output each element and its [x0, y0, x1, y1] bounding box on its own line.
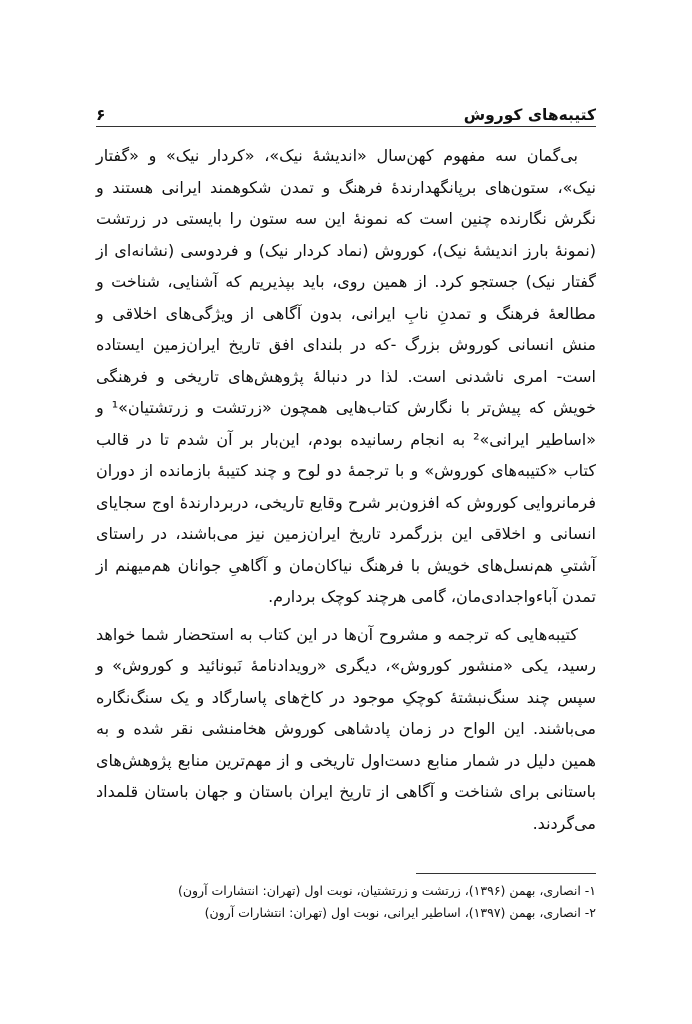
header-divider [96, 126, 596, 127]
footnote: ۱- انصاری، بهمن (۱۳۹۶)، زرتشت و زرتشتیان، نوبت اول (تهران: انتشارات آرون) [177, 883, 596, 898]
running-title: کتیبه‌های کوروش [463, 106, 596, 124]
footnotes [96, 880, 596, 924]
footnote-divider [416, 873, 596, 874]
paragraph: بی‌گمان سه مفهوم کهن‌سال «اندیشهٔ نیک»، «کردار نیک» و «گفتار نیک»، ستون‌های برپانگهدارندهٔ فرهنگ و تمدن شکوهمند ایرانی هستند و نگرش نگارنده چنین است که نمونهٔ این سه ستون را بایستی در زرتشت (نمونهٔ بارز اندیشهٔ نیک)، کوروش (نماد کردار نیک) و فردوسی (نشانه‌ای از گفتار نیک) جستجو کرد. از همین روی، باید بپذیریم که آشنایی، شناخت و مطالعهٔ فرهنگ و تمدنِ نابِ ایرانی، بدون آگاهی از ویژگی‌های اخلاقی و منش انسانی کوروش بزرگ -که در بلندای افق تاریخ ایران‌زمین ایستاده است- امری ناشدنی است. لذا در دنبالهٔ پژوهش‌های تاریخی و فرهنگی خویش که پیش‌تر با نگارش کتاب‌هایی همچون «زرتشت و زرتشتیان»¹ و «اساطیر ایرانی»² به انجام رسانیده بودم، این‌بار بر آن شدم تا در قالب کتاب «کتیبه‌های کوروش» و با ترجمهٔ دو لوح و چند کتیبهٔ بازمانده از دوران فرمانروایی کوروش که افزون‌بر شرح وقایع تاریخی، دربردارندهٔ اوج سجایای انسانی و اخلاقی این بزرگمرد تاریخ ایران‌زمین نیز می‌باشند، در راستای آشتیِ هم‌نسل‌های خویش با فرهنگ نیاکان‌مان و آگاهیِ جوانان هم‌میهنم از تمدن آباء‌واجدادی‌مان، گامی هرچند کوچک بردارم. [96, 146, 596, 606]
running-header [96, 94, 596, 124]
body-text [96, 140, 596, 845]
paragraph: کتیبه‌هایی که ترجمه و مشروح آن‌ها در این کتاب به استحضار شما خواهد رسید، یکی «منشور کوروش»، دیگری «رویدادنامهٔ نَبونائید و کوروش» و سپس چند سنگ‌نبشتهٔ کوچکِ موجود در کاخ‌های پاسارگاد و یک سنگ‌نگاره می‌باشند. این الواح در زمان پادشاهی کوروش هخامنشی نقر شده و به همین دلیل در شمار منابع دست‌اول تاریخی و از مهم‌ترین منابع پژوهش‌های باستانی برای شناخت و آگاهی از تاریخ ایران باستان و جهان باستان قلمداد می‌گردند. [96, 624, 596, 833]
footnote: ۲- انصاری، بهمن (۱۳۹۷)، اساطیر ایرانی، نوبت اول (تهران: انتشارات آرون) [204, 905, 596, 920]
page-number: ۶ [96, 106, 106, 124]
